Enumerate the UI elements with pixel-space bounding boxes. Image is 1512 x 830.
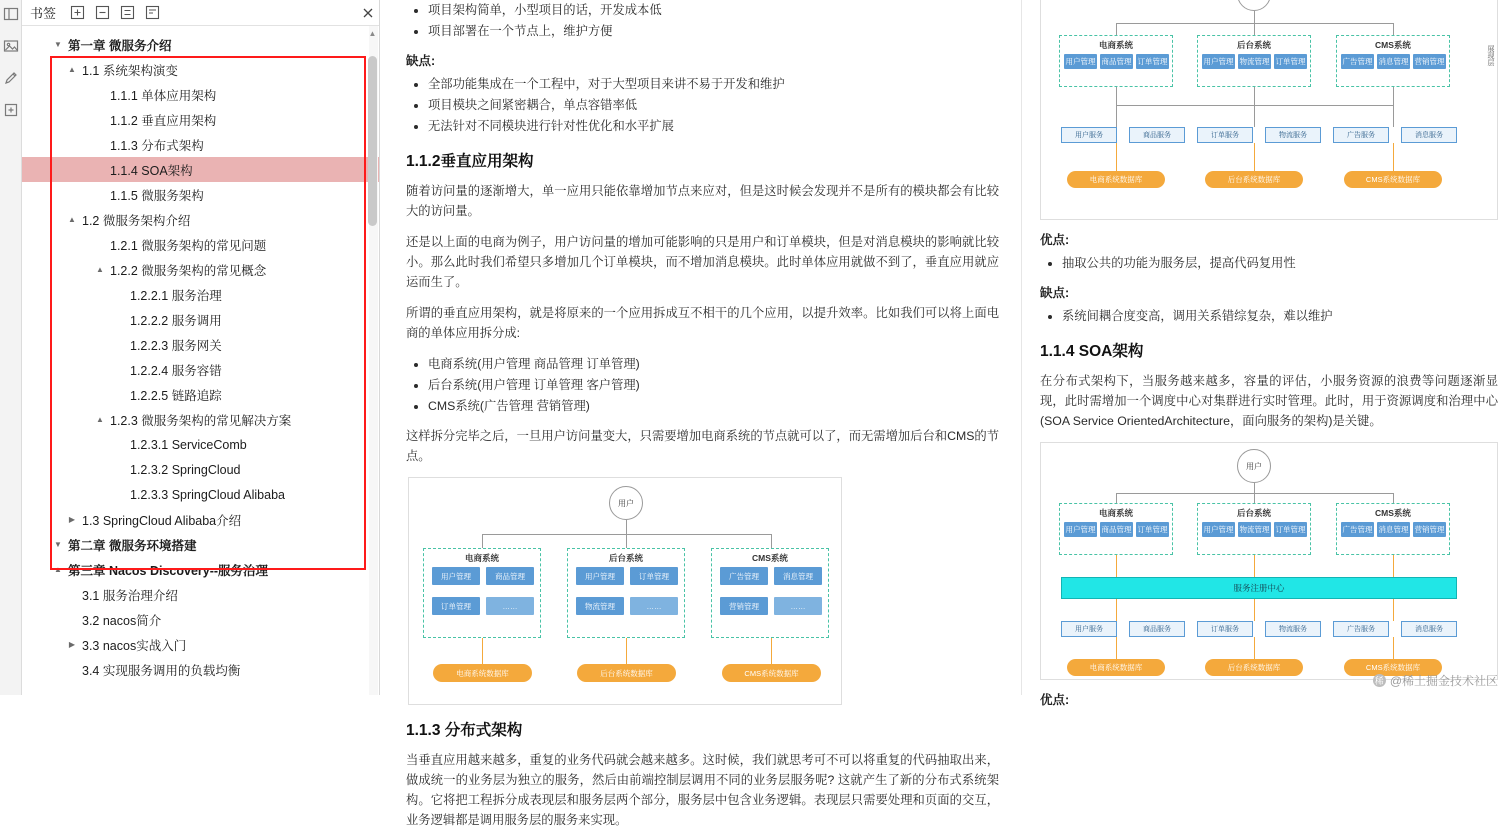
bookmark-item[interactable] [22, 32, 379, 57]
figure-box: 用户管理 [1202, 54, 1235, 69]
bookmark-item-label: 3.3 nacos实战入门 [82, 638, 187, 653]
bookmark-item-label: 第一章 微服务介绍 [68, 38, 172, 53]
figure-box: 物流管理 [1238, 522, 1271, 537]
bookmark-item[interactable] [22, 532, 379, 557]
figure-database: CMS系统数据库 [1344, 171, 1442, 188]
bookmark-item[interactable] [22, 57, 379, 82]
figure-connector [626, 520, 627, 534]
split-bullets [406, 354, 999, 416]
bookmark-scroll-thumb[interactable] [368, 56, 377, 226]
paragraph: 所谓的垂直应用架构，就是将原来的一个应用拆成互不相干的几个应用，以提升效率。比如我们可以将上面电商的单体应用拆分成: [406, 306, 999, 340]
figure-connector [482, 534, 772, 535]
figure-service-registry: 服务注册中心 [1061, 577, 1457, 599]
bookmark-item[interactable] [22, 182, 379, 207]
figure-box: 营销管理 [720, 597, 768, 615]
export-icon[interactable] [3, 102, 19, 118]
pros-bullets-top [406, 0, 999, 41]
figure-user-node: 用户 [1237, 449, 1271, 483]
figure-connector [1393, 87, 1394, 127]
twisty-icon[interactable]: ▼ [54, 539, 62, 549]
figure-box: 订单管理 [1136, 54, 1169, 69]
figure-connector [1116, 143, 1117, 171]
figure-connector [1393, 143, 1394, 171]
bookmark-item[interactable] [22, 307, 379, 332]
document-viewer [380, 0, 1512, 827]
figure-service: 广告服务 [1333, 127, 1389, 143]
bookmark-item[interactable] [22, 482, 379, 507]
list-item: • 项目模块之间紧密耦合，单点容错率低 [428, 95, 999, 115]
pros-bullets [1040, 253, 1498, 273]
pdf-page-left [380, 0, 1022, 827]
figure-service: 用户服务 [1061, 127, 1117, 143]
figure-connector [1254, 143, 1255, 171]
figure-box: 订单管理 [1136, 522, 1169, 537]
figure-group-ecommerce [423, 548, 541, 638]
figure-service: 消息服务 [1401, 127, 1457, 143]
figure-box: 消息管理 [774, 567, 822, 585]
bookmark-item-label: 1.2.2.4 服务容错 [130, 363, 222, 378]
bookmark-options-icon[interactable] [145, 5, 160, 20]
figure-connector [1393, 493, 1394, 503]
bookmark-item[interactable] [22, 207, 379, 232]
pdf-page-right [1022, 0, 1512, 707]
figure-group-ecommerce [1059, 35, 1173, 87]
figure-connector [771, 534, 772, 548]
bookmark-item-label: 1.1.4 SOA架构 [110, 163, 193, 178]
figure-box: 商品管理 [1100, 54, 1133, 69]
bookmark-item[interactable] [22, 82, 379, 107]
paragraph: 这样拆分完毕之后，一旦用户访问量变大，只需要增加电商系统的节点就可以了，而无需增加后台和CMS的节点。 [406, 429, 999, 463]
cons-label: 缺点: [1040, 286, 1070, 300]
list-item: • CMS系统(广告管理 营销管理) [428, 396, 999, 416]
figure-service: 消息服务 [1401, 621, 1457, 637]
figure-service: 商品服务 [1129, 127, 1185, 143]
bookmark-item[interactable] [22, 632, 379, 657]
figure-group-title: 后台系统 [1236, 508, 1271, 518]
figure-database: 电商系统数据库 [433, 664, 532, 682]
figure-group-title: CMS系统 [1375, 40, 1411, 50]
figure-group-title: 后台系统 [608, 553, 643, 563]
bookmark-item[interactable] [22, 107, 379, 132]
figure-user-node: 用户 [609, 486, 643, 520]
figure-group-backend [567, 548, 685, 638]
figure-box: 消息管理 [1377, 54, 1410, 69]
figure-connector [1116, 493, 1117, 503]
bookmark-item-label: 1.2.2.3 服务网关 [130, 338, 222, 353]
figure-connector [1254, 555, 1255, 577]
bookmark-item-label: 1.1.2 垂直应用架构 [110, 113, 217, 128]
figure-box: 广告管理 [1341, 54, 1374, 69]
figure-box: 用户管理 [576, 567, 624, 585]
figure-box: 订单管理 [630, 567, 678, 585]
bookmark-item-label: 1.1.3 分布式架构 [110, 138, 204, 153]
figure-database: CMS系统数据库 [1344, 659, 1442, 676]
cons-bullets [1040, 306, 1498, 326]
twisty-icon[interactable]: ▲ [68, 64, 76, 74]
figure-service: 物流服务 [1265, 621, 1321, 637]
bookmark-item-label: 1.2.2.5 链路追踪 [130, 388, 222, 403]
figure-box: 用户管理 [432, 567, 480, 585]
bookmark-item-label: 第二章 微服务环境搭建 [68, 538, 197, 553]
bookmark-item-label: 1.2.3.1 ServiceComb [130, 437, 247, 452]
figure-connector [1393, 23, 1394, 35]
figure-connector [1116, 23, 1394, 24]
twisty-icon[interactable]: ▲ [96, 264, 104, 274]
figure-group-title: CMS系统 [752, 553, 788, 563]
bookmark-item-label: 3.1 服务治理介绍 [82, 588, 178, 603]
figure-group-title: 电商系统 [464, 553, 499, 563]
scroll-up-arrow[interactable]: ▲ [368, 29, 377, 38]
figure-group-ecommerce [1059, 503, 1173, 555]
bookmark-panel [22, 0, 380, 695]
bookmark-toolbar [70, 5, 160, 20]
heading-1-1-4: 1.1.4 SOA架构 [1040, 343, 1144, 360]
bookmark-scrollbar[interactable] [369, 26, 378, 695]
figure-box: 广告管理 [720, 567, 768, 585]
bookmark-item-label: 1.2 微服务架构介绍 [82, 213, 191, 228]
watermark-text: @稀土掘金技术社区 [1389, 674, 1498, 688]
bookmark-item-label: 1.2.3 微服务架构的常见解决方案 [110, 413, 292, 428]
figure-connector [1254, 493, 1255, 503]
figure-connector [1254, 11, 1255, 23]
bookmark-item-label: 3.2 nacos简介 [82, 613, 162, 628]
figure-service: 订单服务 [1197, 621, 1253, 637]
image-icon[interactable] [3, 38, 19, 54]
figure-box: 用户管理 [1202, 522, 1235, 537]
figure-box: 用户管理 [1064, 54, 1097, 69]
heading-1-1-2: 1.1.2垂直应用架构 [406, 153, 534, 170]
figure-connector [1254, 637, 1255, 659]
collapse-all-icon[interactable] [95, 5, 110, 20]
figure-box: 物流管理 [576, 597, 624, 615]
figure-group-cms [1336, 35, 1450, 87]
figure-box: 营销管理 [1413, 522, 1446, 537]
bookmark-item[interactable] [22, 657, 379, 682]
figure-connector [1116, 493, 1394, 494]
figure-connector [1116, 555, 1117, 577]
figure-box: …… [630, 597, 678, 615]
bookmark-item-label: 1.2.3.3 SpringCloud Alibaba [130, 487, 285, 502]
figure-connector [1116, 87, 1117, 127]
bookmark-item[interactable] [22, 457, 379, 482]
bookmark-item-label: 1.2.2.2 服务调用 [130, 313, 222, 328]
bookmark-item[interactable] [22, 257, 379, 282]
panel-left-icon[interactable] [3, 6, 19, 22]
bookmark-item[interactable] [22, 432, 379, 457]
figure-connector [626, 534, 627, 548]
bookmark-item[interactable] [22, 357, 379, 382]
figure-connector [1116, 105, 1394, 106]
list-item: • 无法针对不同模块进行针对性优化和水平扩展 [428, 116, 999, 136]
bookmark-item[interactable] [22, 382, 379, 407]
figure-connector [482, 534, 483, 548]
figure-group-cms [1336, 503, 1450, 555]
figure-soa-architecture [1040, 442, 1498, 680]
heading-1-1-3: 1.1.3 分布式架构 [406, 722, 523, 739]
tool-rail [0, 0, 22, 695]
twisty-icon[interactable]: ▲ [96, 414, 104, 424]
pros-label-2: 优点: [1040, 693, 1070, 707]
figure-service: 订单服务 [1197, 127, 1253, 143]
figure-box: …… [486, 597, 534, 615]
watermark [1373, 672, 1498, 689]
bookmark-item[interactable] [22, 157, 379, 182]
list-item: • 系统间耦合度变高，调用关系错综复杂，难以维护 [1062, 306, 1498, 326]
bookmark-item-label: 1.2.3.2 SpringCloud [130, 462, 241, 477]
figure-group-title: 电商系统 [1098, 40, 1133, 50]
bookmark-item[interactable] [22, 557, 379, 582]
figure-connector [771, 638, 772, 664]
pen-icon[interactable] [3, 70, 19, 86]
bookmark-item[interactable] [22, 407, 379, 432]
bookmark-item-label: 1.1 系统架构演变 [82, 63, 178, 78]
bookmark-item-label: 1.1.5 微服务架构 [110, 188, 204, 203]
figure-database: 后台系统数据库 [1205, 171, 1303, 188]
cons-bullets [406, 74, 999, 136]
bookmark-item-label: 1.2.2 微服务架构的常见概念 [110, 263, 267, 278]
list-item: • 全部功能集成在一个工程中，对于大型项目来讲不易于开发和维护 [428, 74, 999, 94]
twisty-icon[interactable]: ▶ [68, 639, 76, 649]
list-item: • 项目部署在一个节点上，维护方便 [428, 21, 999, 41]
bookmark-title: 书签 [30, 6, 57, 21]
pros-label: 优点: [1040, 233, 1070, 247]
figure-connector [1393, 599, 1394, 621]
bookmark-item[interactable] [22, 232, 379, 257]
figure-connector [1254, 87, 1255, 127]
paragraph: 还是以上面的电商为例子，用户访问量的增加可能影响的只是用户和订单模块，但是对消息模块的影响就比较小。那么此时我们希望只多增加几个订单模块，而不增加消息模块。此时单体应用就做不到了，垂直应用就应运而生了。 [406, 235, 999, 289]
bookmark-item-label: 1.2.2.1 服务治理 [130, 288, 222, 303]
paragraph: 当垂直应用越来越多，重复的业务代码就会越来越多。这时候，我们就思考可不可以将重复的代码抽取出来，做成统一的业务层为独立的服务，然后由前端控制层调用不同的业务层服务呢? 这就产生了新的分布式系统架构。它将把工程拆分成表现层和服务层两个部分，服务层中包含业务逻辑。表现层只需要处理和页面的交互，业务逻辑都是调用服务层的服务来实现。 [406, 753, 999, 827]
figure-service: 物流服务 [1265, 127, 1321, 143]
figure-box: 订单管理 [1274, 54, 1307, 69]
figure-database: 电商系统数据库 [1067, 171, 1165, 188]
figure-connector [1116, 599, 1117, 621]
figure-connector [626, 638, 627, 664]
bookmark-item-label: 第三章 Nacos Discovery--服务治理 [68, 563, 269, 578]
figure-group-backend [1197, 35, 1311, 87]
bookmark-item-label: 1.3 SpringCloud Alibaba介绍 [82, 513, 242, 528]
figure-group-title: CMS系统 [1375, 508, 1411, 518]
figure-connector [1116, 23, 1117, 35]
figure-group-cms [711, 548, 829, 638]
figure-service: 广告服务 [1333, 621, 1389, 637]
figure-service: 用户服务 [1061, 621, 1117, 637]
paragraph: 在分布式架构下，当服务越来越多，容量的评估，小服务资源的浪费等问题逐渐显现，此时需增加一个调度中心对集群进行实时管理。此时，用于资源调度和治理中心(SOA Service OrientedArchitecture，面向服务的架构)是关键。 [1040, 374, 1498, 428]
bookmark-header [22, 0, 379, 26]
figure-database: 后台系统数据库 [577, 664, 676, 682]
figure-database: 电商系统数据库 [1067, 659, 1165, 676]
add-bookmark-icon[interactable] [70, 5, 85, 20]
list-item: • 项目架构简单，小型项目的话，开发成本低 [428, 0, 999, 20]
bookmark-body [22, 26, 379, 695]
bookmark-item[interactable] [22, 607, 379, 632]
figure-connector [1393, 637, 1394, 659]
bookmark-item[interactable] [22, 332, 379, 357]
figure-connector [1393, 555, 1394, 577]
twisty-icon[interactable]: ▶ [68, 514, 76, 524]
figure-box: 商品管理 [486, 567, 534, 585]
figure-connector [1116, 637, 1117, 659]
figure-vertical-architecture [408, 477, 842, 705]
avatar-icon: 稀 [1374, 676, 1384, 686]
expand-all-icon[interactable] [120, 5, 135, 20]
bookmark-item-label: 3.4 实现服务调用的负载均衡 [82, 663, 241, 678]
twisty-icon[interactable]: ▼ [54, 39, 62, 49]
figure-user-node [1237, 0, 1271, 11]
bookmark-item-label: 1.2.1 微服务架构的常见问题 [110, 238, 267, 253]
figure-side-label: 展现层 [1487, 45, 1494, 66]
figure-group-backend [1197, 503, 1311, 555]
figure-database: 后台系统数据库 [1205, 659, 1303, 676]
bookmark-item[interactable] [22, 132, 379, 157]
figure-connector [1254, 483, 1255, 493]
figure-box: 广告管理 [1341, 522, 1374, 537]
bookmark-item[interactable] [22, 582, 379, 607]
figure-box: …… [774, 597, 822, 615]
list-item: • 抽取公共的功能为服务层，提高代码复用性 [1062, 253, 1498, 273]
bookmark-item-label: 1.1.1 单体应用架构 [110, 88, 217, 103]
figure-box: 消息管理 [1377, 522, 1410, 537]
twisty-icon[interactable]: ▲ [54, 564, 62, 574]
figure-box: 营销管理 [1413, 54, 1446, 69]
figure-connector [482, 638, 483, 664]
list-item: • 电商系统(用户管理 商品管理 订单管理) [428, 354, 999, 374]
figure-distributed-architecture [1040, 0, 1498, 220]
bookmark-item[interactable] [22, 507, 379, 532]
figure-service: 商品服务 [1129, 621, 1185, 637]
paragraph: 随着访问量的逐渐增大，单一应用只能依靠增加节点来应对，但是这时候会发现并不是所有的模块都会有比较大的访问量。 [406, 184, 999, 218]
figure-group-title: 后台系统 [1236, 40, 1271, 50]
close-icon[interactable] [361, 6, 375, 20]
figure-box: 订单管理 [1274, 522, 1307, 537]
figure-box: 用户管理 [1064, 522, 1097, 537]
figure-box: 订单管理 [432, 597, 480, 615]
figure-box: 物流管理 [1238, 54, 1271, 69]
figure-database: CMS系统数据库 [722, 664, 821, 682]
figure-connector [1254, 23, 1255, 35]
figure-group-title: 电商系统 [1098, 508, 1133, 518]
bookmark-item[interactable] [22, 282, 379, 307]
cons-label: 缺点: [406, 54, 436, 68]
bookmark-tree[interactable] [22, 26, 379, 682]
list-item: • 后台系统(用户管理 订单管理 客户管理) [428, 375, 999, 395]
figure-box: 商品管理 [1100, 522, 1133, 537]
figure-connector [1254, 599, 1255, 621]
twisty-icon[interactable]: ▲ [68, 214, 76, 224]
